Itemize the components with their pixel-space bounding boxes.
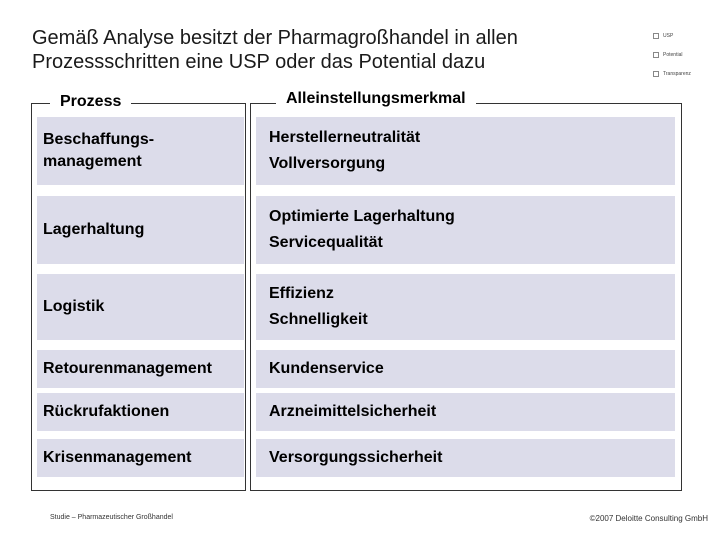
usp-cell	[256, 350, 675, 388]
legend-checkbox-icon	[653, 71, 659, 77]
usp-cell	[256, 117, 675, 185]
usp-cell	[256, 439, 675, 477]
usp-line: Kundenservice	[269, 360, 384, 377]
legend-item	[653, 31, 713, 41]
usp-line: Herstellerneutralität	[269, 129, 421, 146]
process-cell	[37, 274, 244, 340]
process-cell	[37, 196, 244, 264]
title-line-2: Prozessschritten eine USP oder das Potential dazu	[32, 51, 486, 73]
usp-cell	[256, 393, 675, 431]
footer-study-title: Studie – Pharmazeutischer Großhandel	[50, 514, 173, 521]
process-line: Beschaffungs-	[43, 131, 155, 148]
usp-line: Versorgungssicherheit	[269, 449, 443, 466]
process-cell	[37, 350, 244, 388]
process-line: Lagerhaltung	[43, 221, 145, 238]
usp-line: Effizienz	[269, 285, 334, 302]
legend-item	[653, 50, 713, 60]
footer-copyright: ©2007 Deloitte Consulting GmbH	[589, 514, 708, 523]
usp-line: Optimierte Lagerhaltung	[269, 208, 455, 225]
legend-checkbox-icon	[653, 33, 659, 39]
process-line: management	[43, 153, 142, 170]
process-cell	[37, 439, 244, 477]
process-line: Retourenmanagement	[43, 360, 212, 377]
usp-cell	[256, 274, 675, 340]
legend	[653, 31, 713, 88]
title-line-1: Gemäß Analyse besitzt der Pharmagroßhandel in allen	[32, 27, 518, 49]
legend-checkbox-icon	[653, 52, 659, 58]
usp-column-header: Alleinstellungsmerkmal	[276, 89, 476, 109]
usp-cell	[256, 196, 675, 264]
legend-label: Potential	[663, 52, 683, 58]
process-column-header: Prozess	[50, 92, 131, 112]
process-cell	[37, 117, 244, 185]
process-cell	[37, 393, 244, 431]
page-title	[32, 26, 518, 74]
usp-line: Servicequalität	[269, 234, 383, 251]
process-line: Rückrufaktionen	[43, 403, 170, 420]
legend-label: Transparenz	[663, 71, 691, 77]
process-line: Logistik	[43, 298, 105, 315]
process-line: Krisenmanagement	[43, 449, 192, 466]
usp-line: Arzneimittelsicherheit	[269, 403, 437, 420]
usp-line: Vollversorgung	[269, 155, 386, 172]
legend-item	[653, 69, 713, 79]
legend-label: USP	[663, 33, 674, 39]
usp-line: Schnelligkeit	[269, 311, 368, 328]
